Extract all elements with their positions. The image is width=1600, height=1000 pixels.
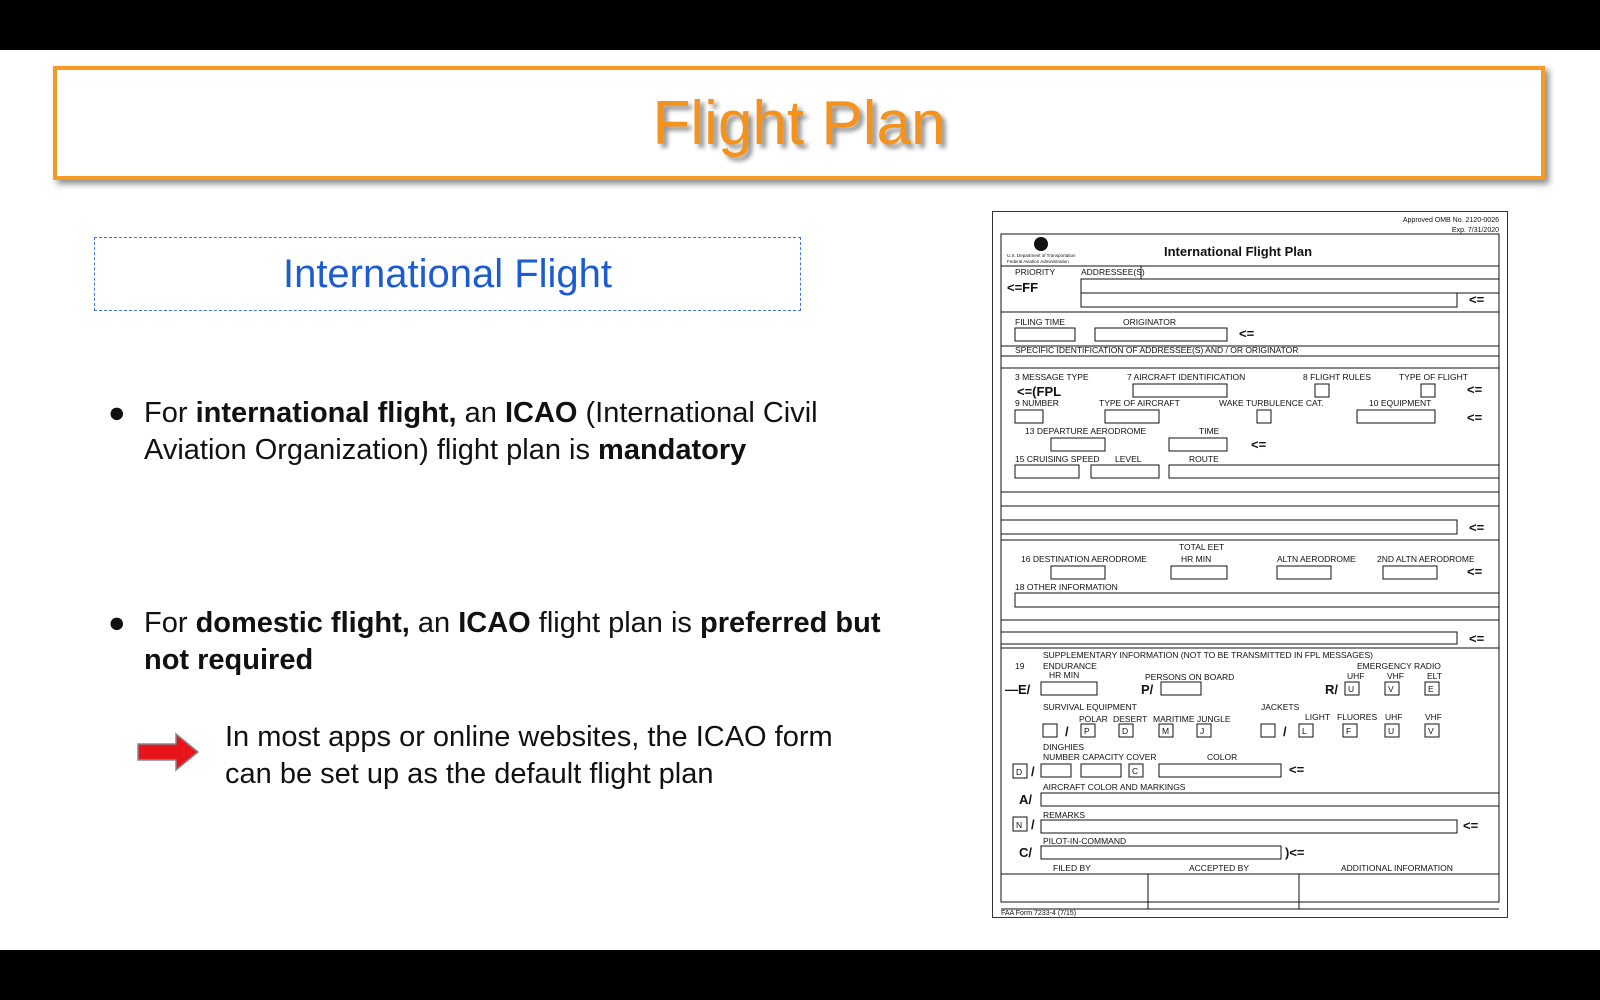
label-originator: ORIGINATOR <box>1123 317 1177 327</box>
label-hr-min: HR MIN <box>1181 554 1212 564</box>
label-altn: ALTN AERODROME <box>1277 554 1356 564</box>
label-polar: POLAR <box>1079 714 1108 724</box>
end-marker: <= <box>1467 382 1483 397</box>
bullet-international <box>108 395 888 469</box>
box-letter: V <box>1388 684 1394 694</box>
label-uhf: UHF <box>1385 712 1403 722</box>
bold-text: preferred but not required <box>144 607 881 676</box>
label-priority: PRIORITY <box>1015 267 1056 277</box>
prefix-c: C/ <box>1019 845 1032 860</box>
prefix-r: R/ <box>1325 682 1338 697</box>
form-approved: Approved OMB No. 2120-0026 <box>1402 217 1499 224</box>
label-additional: ADDITIONAL INFORMATION <box>1341 863 1453 873</box>
icao-flight-plan-form <box>992 211 1508 918</box>
svg-text:/: / <box>1065 724 1069 739</box>
form-agency-2: Federal Aviation Administration <box>1007 259 1069 264</box>
label-departure: 13 DEPARTURE AERODROME <box>1025 426 1147 436</box>
label-level: LEVEL <box>1115 454 1142 464</box>
priority-ff: <=FF <box>1007 280 1039 295</box>
box-letter: D <box>1122 726 1129 736</box>
label-type-of-flight: TYPE OF FLIGHT <box>1399 372 1468 382</box>
bullet-domestic <box>108 605 888 679</box>
form-title: International Flight Plan <box>1163 244 1313 259</box>
end-marker: <= <box>1469 631 1485 646</box>
end-marker: <= <box>1467 410 1483 425</box>
label-maritime: MARITIME <box>1153 714 1195 724</box>
end-marker: )<= <box>1285 845 1305 860</box>
box-letter: J <box>1200 726 1205 736</box>
label-cruising: 15 CRUISING SPEED <box>1015 454 1100 464</box>
form-exp: Exp. 7/31/2020 <box>1451 227 1499 234</box>
end-marker: <= <box>1463 818 1479 833</box>
end-marker: <= <box>1469 520 1485 535</box>
end-marker: <= <box>1467 564 1483 579</box>
label-dinghies: DINGHIES <box>1043 742 1085 752</box>
form-agency-1: U.S. Department of Transportation <box>1007 253 1076 258</box>
label-filed-by: FILED BY <box>1053 863 1091 873</box>
note-text: In most apps or online websites, the ICAO form can be set up as the default flight plan <box>225 721 833 790</box>
box-letter: C <box>1132 766 1139 776</box>
box-letter: U <box>1348 684 1355 694</box>
label-aircraft-color: AIRCRAFT COLOR AND MARKINGS <box>1043 782 1186 792</box>
label-persons: PERSONS ON BOARD <box>1145 672 1235 682</box>
box-letter: V <box>1428 726 1434 736</box>
label-jungle: JUNGLE <box>1197 714 1231 724</box>
bold-text: ICAO <box>458 607 531 639</box>
box-letter: L <box>1302 726 1307 736</box>
right-arrow-icon <box>136 732 200 772</box>
label-message-type: 3 MESSAGE TYPE <box>1015 372 1089 382</box>
svg-text:/: / <box>1031 817 1035 832</box>
label-vhf: VHF <box>1425 712 1442 722</box>
prefix-a: A/ <box>1019 792 1032 807</box>
label-dinghies-cols: NUMBER CAPACITY COVER <box>1043 752 1157 762</box>
bullet-text <box>144 395 888 469</box>
svg-text:/: / <box>1283 724 1287 739</box>
text-run: (International Civil Aviation Organization) flight plan is <box>144 397 818 466</box>
bullet-text <box>144 605 888 679</box>
slide-title: Flight Plan <box>652 88 946 158</box>
label-total-eet: TOTAL EET <box>1179 542 1225 552</box>
label-hr-min: HR MIN <box>1049 670 1080 680</box>
box-letter: M <box>1162 726 1170 736</box>
label-item-19: 19 <box>1015 661 1025 671</box>
label-wake: WAKE TURBULENCE CAT. <box>1219 398 1324 408</box>
box-letter: P <box>1084 726 1090 736</box>
label-remarks: REMARKS <box>1043 810 1086 820</box>
label-endurance: ENDURANCE <box>1043 661 1097 671</box>
dot-logo-icon <box>1034 237 1048 251</box>
label-color: COLOR <box>1207 752 1238 762</box>
text-run: For <box>144 397 196 429</box>
label-route: ROUTE <box>1189 454 1219 464</box>
box-letter: D <box>1016 767 1023 777</box>
label-survival: SURVIVAL EQUIPMENT <box>1043 702 1137 712</box>
label-accepted-by: ACCEPTED BY <box>1189 863 1249 873</box>
label-addressees: ADDRESSEE(S) <box>1081 267 1145 277</box>
bottom-letterbox <box>0 950 1600 1000</box>
title-box <box>53 66 1545 180</box>
label-other-info: 18 OTHER INFORMATION <box>1015 582 1118 592</box>
prefix-e: —E/ <box>1005 682 1031 697</box>
bold-text: domestic flight, <box>195 607 410 639</box>
prefix-p: P/ <box>1141 682 1154 697</box>
label-uhf: UHF <box>1347 671 1365 681</box>
text-run: an <box>409 607 459 639</box>
end-marker: <= <box>1469 292 1485 307</box>
text-run: flight plan is <box>530 607 700 639</box>
svg-text:/: / <box>1031 764 1035 779</box>
box-letter: F <box>1346 726 1352 736</box>
box-letter: U <box>1388 726 1395 736</box>
label-jackets: JACKETS <box>1261 702 1300 712</box>
label-emergency-radio: EMERGENCY RADIO <box>1357 661 1441 671</box>
bold-text: international flight, <box>195 397 457 429</box>
subtitle: International Flight <box>282 251 613 296</box>
box-letter: E <box>1428 684 1434 694</box>
label-type-aircraft: TYPE OF AIRCRAFT <box>1099 398 1180 408</box>
label-flight-rules: 8 FLIGHT RULES <box>1303 372 1371 382</box>
subtitle-box <box>94 237 801 311</box>
label-supplementary: SUPPLEMENTARY INFORMATION (NOT TO BE TRANSMITTED IN FPL MESSAGES) <box>1043 650 1373 660</box>
label-elt: ELT <box>1427 671 1442 681</box>
label-altn2: 2ND ALTN AERODROME <box>1377 554 1475 564</box>
form-number: FAA Form 7233-4 (7/15) <box>1001 910 1077 917</box>
box-letter: N <box>1016 820 1023 830</box>
end-marker: <= <box>1289 762 1305 777</box>
end-marker: <= <box>1239 326 1255 341</box>
bullet-dot: ● <box>108 397 126 429</box>
label-vhf: VHF <box>1387 671 1404 681</box>
label-number: 9 NUMBER <box>1015 398 1059 408</box>
label-aircraft-id: 7 AIRCRAFT IDENTIFICATION <box>1127 372 1246 382</box>
label-fluores: FLUORES <box>1337 712 1378 722</box>
text-run: For <box>144 607 196 639</box>
label-equipment: 10 EQUIPMENT <box>1369 398 1432 408</box>
label-light: LIGHT <box>1305 712 1331 722</box>
slide <box>0 50 1600 950</box>
label-desert: DESERT <box>1113 714 1148 724</box>
label-pilot: PILOT-IN-COMMAND <box>1043 836 1127 846</box>
bullet-dot: ● <box>108 607 126 639</box>
label-time: TIME <box>1199 426 1220 436</box>
end-marker: <= <box>1251 437 1267 452</box>
text-run: an <box>456 397 505 429</box>
label-specific-id: SPECIFIC IDENTIFICATION OF ADDRESSEE(S) AND / OR ORIGINATOR <box>1015 345 1299 355</box>
message-fpl: <=(FPL <box>1017 384 1062 399</box>
label-filing-time: FILING TIME <box>1015 317 1065 327</box>
bold-text: mandatory <box>598 434 747 466</box>
label-destination: 16 DESTINATION AERODROME <box>1021 554 1147 564</box>
bold-text: ICAO <box>504 397 578 429</box>
